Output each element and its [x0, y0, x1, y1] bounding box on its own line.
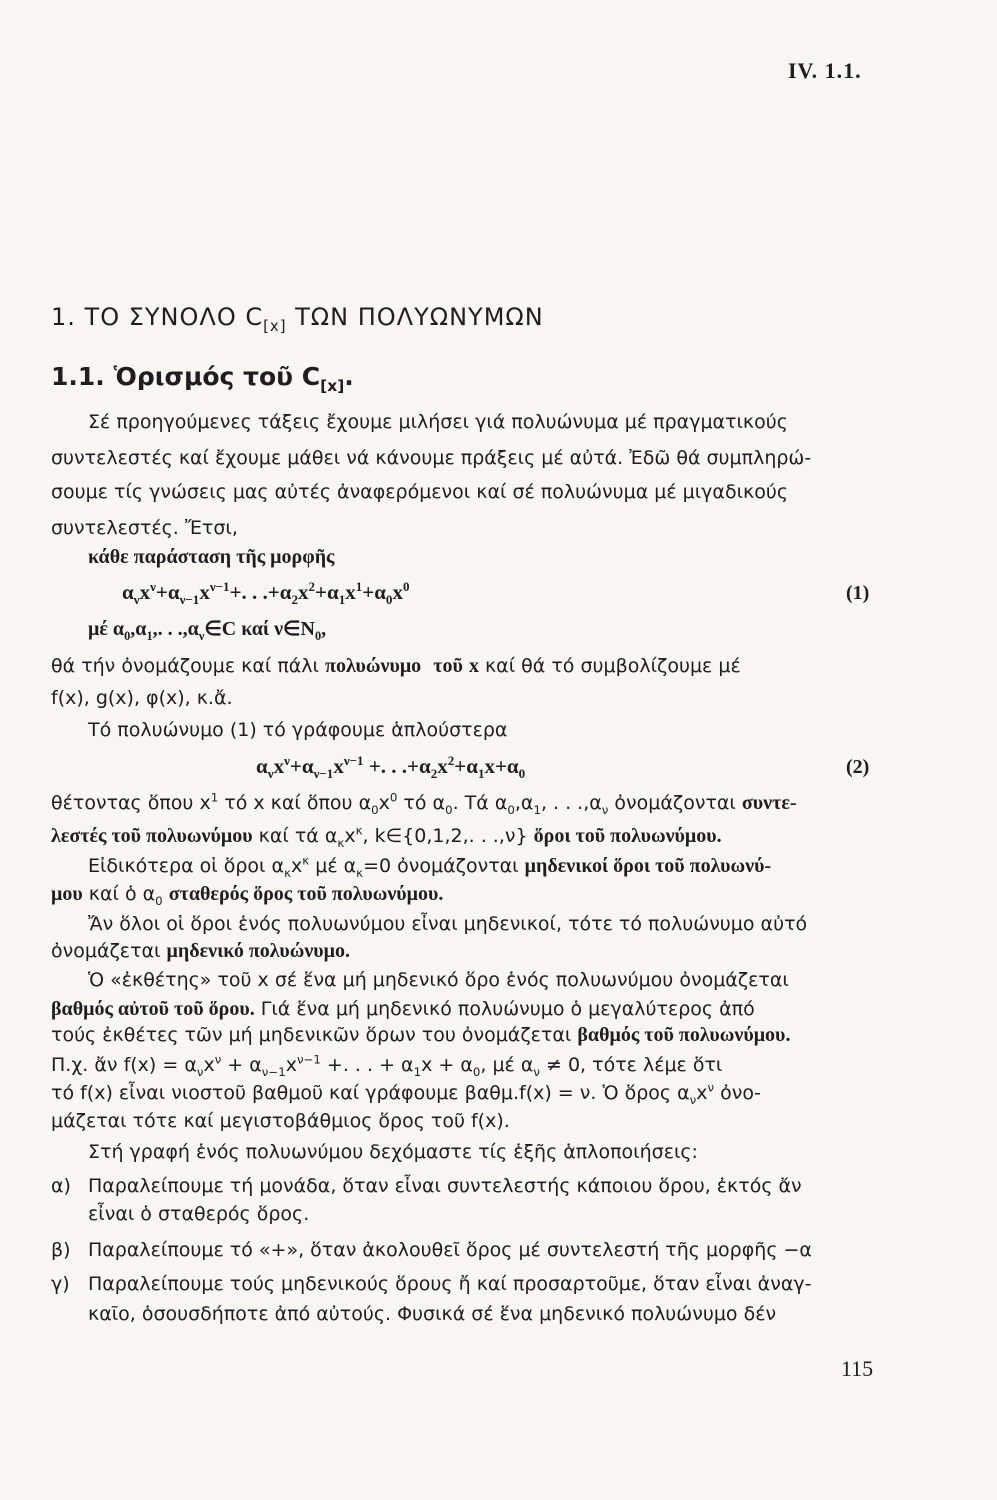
section-title: [84, 303, 544, 335]
item-c-line-1: Παραλείπουμε τούς μηδενικούς ὅρους ἤ καί προσαρτοῦμε, ὅταν εἶναι ἀναγ-: [88, 1273, 812, 1295]
running-head: IV. 1.1.: [788, 58, 862, 83]
def-call-text: θά τήν ὀνομάζουμε καί πάλι: [51, 655, 319, 677]
intro-line-3: σουμε τίς γνώσεις μας αὐτές ἀναφερόμενοι καί σέ πολυώνυμα μέ μιγαδικούς: [51, 481, 788, 503]
degree-l3-a: τούς ἐκθέτες τῶν μή μηδενικῶν ὅρων του ὀνομάζεται: [51, 1024, 572, 1046]
simplified-line: Τό πολυώνυμο (1) τό γράφουμε ἁπλούστερα: [88, 719, 508, 741]
zero-terms-l1-b: μέ: [315, 855, 338, 877]
equation-2-label: (2): [846, 756, 870, 778]
terms-line-1: θέτοντας ὅπου $x^1$ τό x καί ὅπου $\alpha_0x^0$ τό $\alpha_0$. Τά $\alpha_0,\alpha_1$, . . $.,\alpha_\nu$ ὀνομάζονται συντε-: [51, 790, 797, 817]
section-title-part2: ΤΩΝ ΠΟΛΥΩΝΥΜΩΝ: [286, 303, 544, 331]
degree-l4-b: μέ: [492, 1054, 515, 1076]
zero-poly-l2-a: ὀνομάζεται: [51, 940, 161, 962]
def-lead: κάθε παράσταση τῆς μορφῆς: [88, 546, 335, 568]
subsection-title-part1: Ὁρισμός τοῦ C: [113, 362, 321, 391]
equation-1: $\alpha_\nu x^\nu+\alpha_{\nu-1}x^{\nu-1}+$. . $.+\alpha_2x^2+\alpha_1x^1+\alpha_0x^0$: [122, 579, 410, 608]
subsection-title: [113, 362, 354, 395]
subsection-heading: [51, 362, 354, 395]
zero-terms-line-2: μου καί ὁ $\alpha_0$ σταθερός ὅρος τοῦ πολυωνύμου.: [51, 883, 444, 908]
section-title-part1: ΤΟ ΣΥΝΟΛΟ C: [84, 303, 264, 331]
simplifications-lead: Στή γραφή ἑνός πολυωνύμου δεχόμαστε τίς ἑξῆς ἁπλοποιήσεις:: [88, 1141, 698, 1163]
def-call-tou: τοῦ: [433, 655, 463, 677]
section-title-sub: [x]: [263, 316, 287, 335]
subsection-number: 1.1.: [51, 362, 105, 391]
item-c-line-2: καῖο, ὁσουσδήποτε ἀπό αὐτούς. Φυσικά σέ ἕνα μηδενικό πολυώνυμο δέν: [88, 1303, 777, 1325]
degree-l2-rest: Γιά ἕνα μή μηδενικό πολυώνυμο ὁ μεγαλύτερος ἀπό: [260, 998, 755, 1020]
degree-line-3: [51, 1021, 790, 1049]
zero-terms-l2-bold1: μου: [51, 883, 83, 905]
degree-l4-c: τότε λέμε ὅτι: [592, 1054, 723, 1076]
terms-l1-e: ὀνομάζονται: [614, 792, 736, 814]
zero-terms-l1-a: Εἰδικότερα οἱ ὅροι: [88, 855, 266, 877]
item-b-line-1: Παραλείπουμε τό «+», ὅταν ἀκολουθεῖ ὅρος μέ συντελεστή τῆς μορφῆς −α: [88, 1239, 812, 1261]
zero-terms-l2-bold2: σταθερός ὅρος τοῦ πολυωνύμου.: [168, 883, 444, 905]
zero-terms-l2-a: καί ὁ: [88, 883, 137, 905]
zero-poly-l2-bold: μηδενικό πολυώνυμο.: [166, 940, 350, 962]
zero-terms-l1-c: ὀνομάζονται: [397, 855, 519, 877]
def-call-bold: πολυώνυμο: [325, 655, 422, 677]
degree-l5-a: τό f(x) εἶναι νιοστοῦ βαθμοῦ καί γράφουμε βαθμ.f(x) = ν. Ὁ ὅρος: [51, 1082, 672, 1104]
terms-l1-bold: συντε-: [741, 792, 797, 814]
def-call-line: [51, 652, 741, 680]
terms-line-2: λεστές τοῦ πολυωνύμου καί τά $\alpha_\kappa x^\kappa$, k∈{0,1,2,. . .,ν} ὅροι τοῦ πολυωνύμου.: [51, 823, 722, 850]
item-a-line-1: Παραλείπουμε τή μονάδα, ὅταν εἶναι συντελεστής κάποιου ὅρου, ἐκτός ἄν: [88, 1175, 802, 1197]
degree-l4-a: Π.χ. ἄν: [51, 1054, 118, 1076]
degree-line-4: Π.χ. ἄν $f(x) = \alpha_\nu x^\nu + \alpha_{\nu-1}x^{\nu-1}$ +. . . + $\alpha_1x + \alpha_0$, μέ $\alpha_\nu \ne 0$, τότε λέμε ὅτι: [51, 1052, 723, 1079]
subsection-title-end: .: [344, 362, 354, 391]
item-c-mark: γ): [51, 1273, 70, 1295]
intro-line-4: συντελεστές. Ἔτσι,: [51, 517, 238, 539]
subsection-title-sub: [x]: [320, 377, 345, 395]
degree-line-6: μάζεται τότε καί μεγιστοβάθμιος ὅρος τοῦ f(x).: [51, 1110, 510, 1132]
degree-line-2: [51, 995, 755, 1023]
intro-line-1: Σέ προηγούμενες τάξεις ἔχουμε μιλήσει γιά πολυώνυμα μέ πραγματικούς: [88, 411, 788, 433]
terms-l2-bold1: λεστές τοῦ πολυωνύμου: [51, 825, 253, 847]
def-notations: f(x), g(x), φ(x), κ.ἄ.: [51, 687, 233, 709]
equation-2: $\alpha_\nu x^\nu+\alpha_{\nu-1}x^{\nu-1}$ +. . $.+\alpha_2x^2+\alpha_1x+\alpha_0$: [256, 753, 526, 782]
def-with: μέ: [88, 618, 108, 640]
degree-l2-bold: βαθμός αὐτοῦ τοῦ ὅρου.: [51, 998, 255, 1020]
item-a-mark: α): [51, 1175, 71, 1197]
degree-line-5: τό f(x) εἶναι νιοστοῦ βαθμοῦ καί γράφουμε βαθμ.f(x) = ν. Ὁ ὅρος $\alpha_\nu x^\nu$ ὀνο-: [51, 1080, 761, 1107]
degree-line-1: Ὁ «ἐκθέτης» τοῦ x σέ ἕνα μή μηδενικό ὅρο ἑνός πολυωνύμου ὀνομάζεται: [88, 969, 789, 991]
terms-l1-a: θέτοντας ὅπου: [51, 792, 194, 814]
def-call-rest: καί θά τό συμβολίζουμε μέ: [484, 655, 741, 677]
section-heading: [51, 303, 544, 335]
terms-l2-bold2: ὅροι τοῦ πολυωνύμου.: [533, 825, 722, 847]
degree-l3-bold: βαθμός τοῦ πολυωνύμου.: [577, 1024, 791, 1046]
zero-poly-line-2: [51, 937, 350, 965]
def-and: καί: [241, 618, 270, 640]
degree-l5-b: ὀνο-: [720, 1082, 761, 1104]
page-number: 115: [841, 1356, 874, 1381]
item-a-line-2: εἶναι ὁ σταθερός ὅρος.: [88, 1203, 310, 1225]
zero-poly-line-1: Ἄν ὅλοι οἱ ὅροι ἑνός πολυωνύμου εἶναι μηδενικοί, τότε τό πολυώνυμο αὐτό: [88, 913, 808, 935]
terms-l2-set: k∈{0,1,2,. . .,ν}: [374, 825, 528, 847]
item-b-mark: β): [51, 1239, 71, 1261]
intro-line-2: συντελεστές καί ἔχουμε μάθει νά κάνουμε πράξεις μέ αὐτά. Ἐδῶ θά συμπληρώ-: [51, 447, 812, 469]
equation-1-label: (1): [846, 582, 870, 604]
def-condition: μέ $\alpha_0,\alpha_1$,. . $.,\alpha_\nu\in C$ καί $\nu\in N_0$,: [88, 618, 327, 643]
terms-l2-a: καί τά: [258, 825, 319, 847]
zero-terms-l1-bold: μηδενικοί ὅροι τοῦ πολυωνύ-: [524, 855, 772, 877]
terms-l1-c: τό: [403, 792, 427, 814]
zero-terms-line-1: Εἰδικότερα οἱ ὅροι $\alpha_\kappa x^\kappa$ μέ $\alpha_\kappa=0$ ὀνομάζονται μηδενικοί ὅροι τοῦ πολυωνύ-: [88, 853, 772, 880]
section-number: 1.: [51, 303, 76, 331]
terms-l1-d: . Τά: [452, 792, 489, 814]
terms-l1-b: τό x καί ὅπου: [224, 792, 353, 814]
def-call-x: x: [468, 655, 479, 677]
